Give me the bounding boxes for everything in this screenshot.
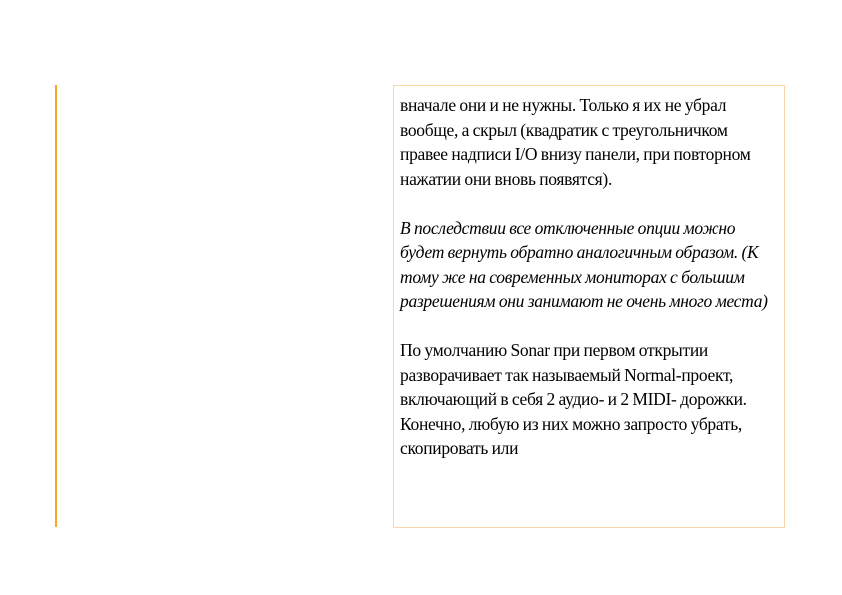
text-panel xyxy=(393,85,785,528)
paragraph-restore-options-note: В последствии все отключенные опции можно будет вернуть обратно аналогичным образом. (К тому же на современных мониторах с большим разрешениям они занимают не очень много места) xyxy=(400,217,768,311)
left-accent-rule xyxy=(55,85,57,527)
paragraph-normal-project-note: По умолчанию Sonar при первом открытии разворачивает так называемый Normal-проект, включающий в себя 2 аудио- и 2 MIDI- дорожки. Конечно, любую из них можно запросто убрать, скопировать или xyxy=(400,340,747,458)
paragraph-hidden-panel-note: вначале они и не нужны. Только я их не убрал вообще, а скрыл (квадратик с треугольничком правее надписи I/O внизу панели, при повторном нажатии они вновь появятся). xyxy=(400,95,751,189)
